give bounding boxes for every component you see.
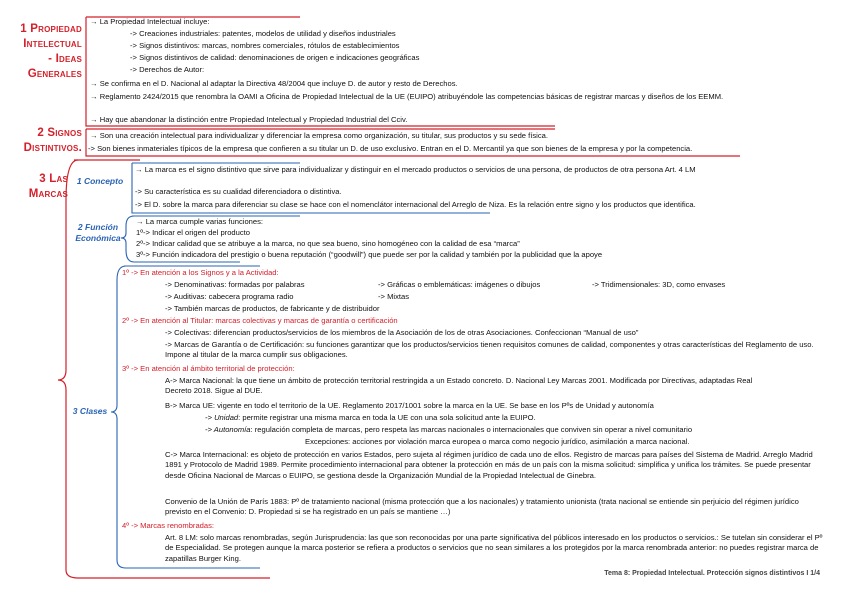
text-line: -> Tridimensionales: 3D, como envases bbox=[592, 280, 726, 289]
text-line: B-> Marca UE: vigente en todo el territorio de la UE. Reglamento 2017/1001 sobre la marca en la UE. Se base en los Pºs de Unidad y autonomía bbox=[165, 401, 654, 410]
section-label-signos: 2 Signos Distintivos. bbox=[23, 127, 82, 154]
text-line: -> Creaciones industriales: patentes, modelos de utilidad y diseños industriales bbox=[130, 29, 396, 38]
text-line: -> Signos distintivos de calidad: denominaciones de origen e indicaciones geográficas bbox=[130, 53, 420, 62]
text-line: → Hay que abandonar la distinción entre Propiedad Intelectual y Propiedad Industrial del Cciv. bbox=[90, 115, 408, 124]
text-line: → Son una creación intelectual para individualizar y diferenciar la empresa como organización, su titular, sus productos y su sede física. bbox=[90, 131, 548, 140]
text-line: -> Gráficas o emblemáticas: imágenes o dibujos bbox=[378, 280, 541, 289]
sub-label-funcion: 2 Función Económica bbox=[75, 222, 121, 243]
text-line: -> Auditivas: cabecera programa radio bbox=[165, 292, 294, 301]
section-label-propiedad: 1 Propiedad Intelectual - Ideas Generales bbox=[20, 23, 82, 80]
text-line: -> Son bienes inmateriales típicos de la empresa que confieren a su titular un D. de uso exclusivo. Entran en el D. Mercantil ya que son bienes de la empresa y por la competencia. bbox=[88, 144, 693, 153]
text-paragraph: -> Marcas de Garantía o de Certificación: su funciones garantizar que los productos/servicios tienen requisitos comunes de calidad, componentes y otras características del Reglamento de uso. Impone al titular de la marca cumplir sus obligaciones. bbox=[165, 340, 814, 360]
text-line: -> Mixtas bbox=[378, 292, 410, 301]
text-paragraph: Convenio de la Unión de París 1883: Pº de tratamiento nacional (misma protección que a los nacionales) y tratamiento unionista (trata nacional se entiende sin perjuicio del régimen jurídico previsto en el Convenio: D. Propiedad si se ha registrado en un país se mantiene …) bbox=[165, 497, 799, 517]
sub-label-concepto: 1 Concepto bbox=[76, 176, 124, 186]
text-paragraph: C-> Marca Internacional: es objeto de protección en varios Estados, pero sujeta al régimen jurídico de cada uno de ellos. Registro de marcas para países del Sistema de Madrid. Arreglo Madrid 1891 y Protocolo de Madrid 1989. Permite procedimiento internacional para obtener la protección en más de un país con la misma solicitud: simplifica y unifica los trámites. Se puede presentar desde Oficina Nacional de Marcas o EUIPO, se gestiona desde la Organización Mundial de la Propiedad Intelectual de Ginebra. bbox=[165, 450, 813, 480]
clases-heading-2: 2º -> En atención al Titular: marcas colectivas y marcas de garantía o certificación bbox=[122, 316, 398, 325]
text-line: → Se confirma en el D. Nacional al adaptar la Directiva 48/2004 que incluye D. de autor y resto de Derechos. bbox=[90, 79, 458, 88]
section-label-marcas: 3 Las Marcas bbox=[28, 173, 68, 200]
text-paragraph: → Reglamento 2424/2015 que renombra la OAMI a Oficina de Propiedad Intelectual de la UE (EUIPO) atribuyéndole las competencias básicas de registrar marcas y diseños de los EEMM. bbox=[90, 92, 724, 101]
text-line: 2º-> Indicar calidad que se atribuye a la marca, no que sea bueno, sino homogéneo con la calidad de esa “marca” bbox=[136, 239, 520, 248]
text-line: -> El D. sobre la marca para diferenciar su clase se hace con el nomenclátor internacional del Arreglo de Niza. Es la relación entre signo y los productos que identifica. bbox=[135, 200, 696, 209]
clases-heading-3: 3º -> En atención al ámbito territorial de protección: bbox=[122, 364, 295, 373]
text-line: 1º-> Indicar el origen del producto bbox=[136, 228, 251, 237]
text-line: -> También marcas de productos, de fabricante y de distribuidor bbox=[165, 304, 380, 313]
text-line: -> Signos distintivos: marcas, nombres comerciales, rótulos de establecimientos bbox=[130, 41, 400, 50]
text-line: 3º-> Función indicadora del prestigio o buena reputación (“goodwill”) que puede ser por la calidad y también por la publicidad que la apoye bbox=[136, 250, 603, 259]
text-line: -> Autonomía: regulación completa de marcas, pero respeta las marcas nacionales o internacionales que conviven sin operar a nivel comunitario bbox=[205, 425, 693, 434]
text-line: -> Denominativas: formadas por palabras bbox=[165, 280, 305, 289]
sub-label-clases: 3 Clases bbox=[72, 406, 108, 416]
text-paragraph: Art. 8 LM: solo marcas renombradas, según Jurisprudencia: las que son reconocidas por una parte significativa del públicos interesado en los productos o servicios.: Se tutelan sin considerar el Pº de Especialidad. Se protegen aunque la marca posterior se refiera a productos o servicios que no sean similares a los protegidos por la marca renombrada anterior: no puedes registrar marca de zapatillas Burger King. bbox=[165, 533, 823, 563]
text-line: → La Propiedad Intelectual incluye: bbox=[90, 17, 210, 26]
text-line: -> Derechos de Autor: bbox=[130, 65, 205, 74]
text-paragraph: → La marca es el signo distintivo que sirve para individualizar y distinguir en el mercado productos o servicios de una persona, de productos de otra persona Art. 4 LM bbox=[135, 165, 696, 174]
text-paragraph: A-> Marca Nacional: la que tiene un ámbito de protección territorial restringida a un Estado concreto. D. Nacional Ley Marcas 2001. Modificada por Directivas, adaptadas Real Decreto 2018. Sigue al DUE. bbox=[165, 376, 753, 396]
text-line: -> Su característica es su cualidad diferenciadora o distintiva. bbox=[135, 187, 342, 196]
text-line: -> Colectivas: diferencian productos/servicios de los miembros de la Asociación de los de otras Asociaciones. Confeccionan “Manual de uso” bbox=[165, 328, 639, 337]
text-line: -> Unidad: permite registrar una misma marca en toda la UE con una sola solicitud ante la EUIPO. bbox=[205, 413, 536, 422]
text-line: Excepciones: acciones por violación marca europea o marca como negocio jurídico, asimilación a marca nacional. bbox=[305, 437, 690, 446]
text-line: → La marca cumple varias funciones: bbox=[136, 217, 264, 226]
clases-heading-4: 4º -> Marcas renombradas: bbox=[122, 521, 215, 530]
clases-heading-1: 1º -> En atención a los Signos y a la Actividad: bbox=[122, 268, 279, 277]
page-footer: Tema 8: Propiedad Intelectual. Protección signos distintivos I 1/4 bbox=[604, 570, 820, 577]
